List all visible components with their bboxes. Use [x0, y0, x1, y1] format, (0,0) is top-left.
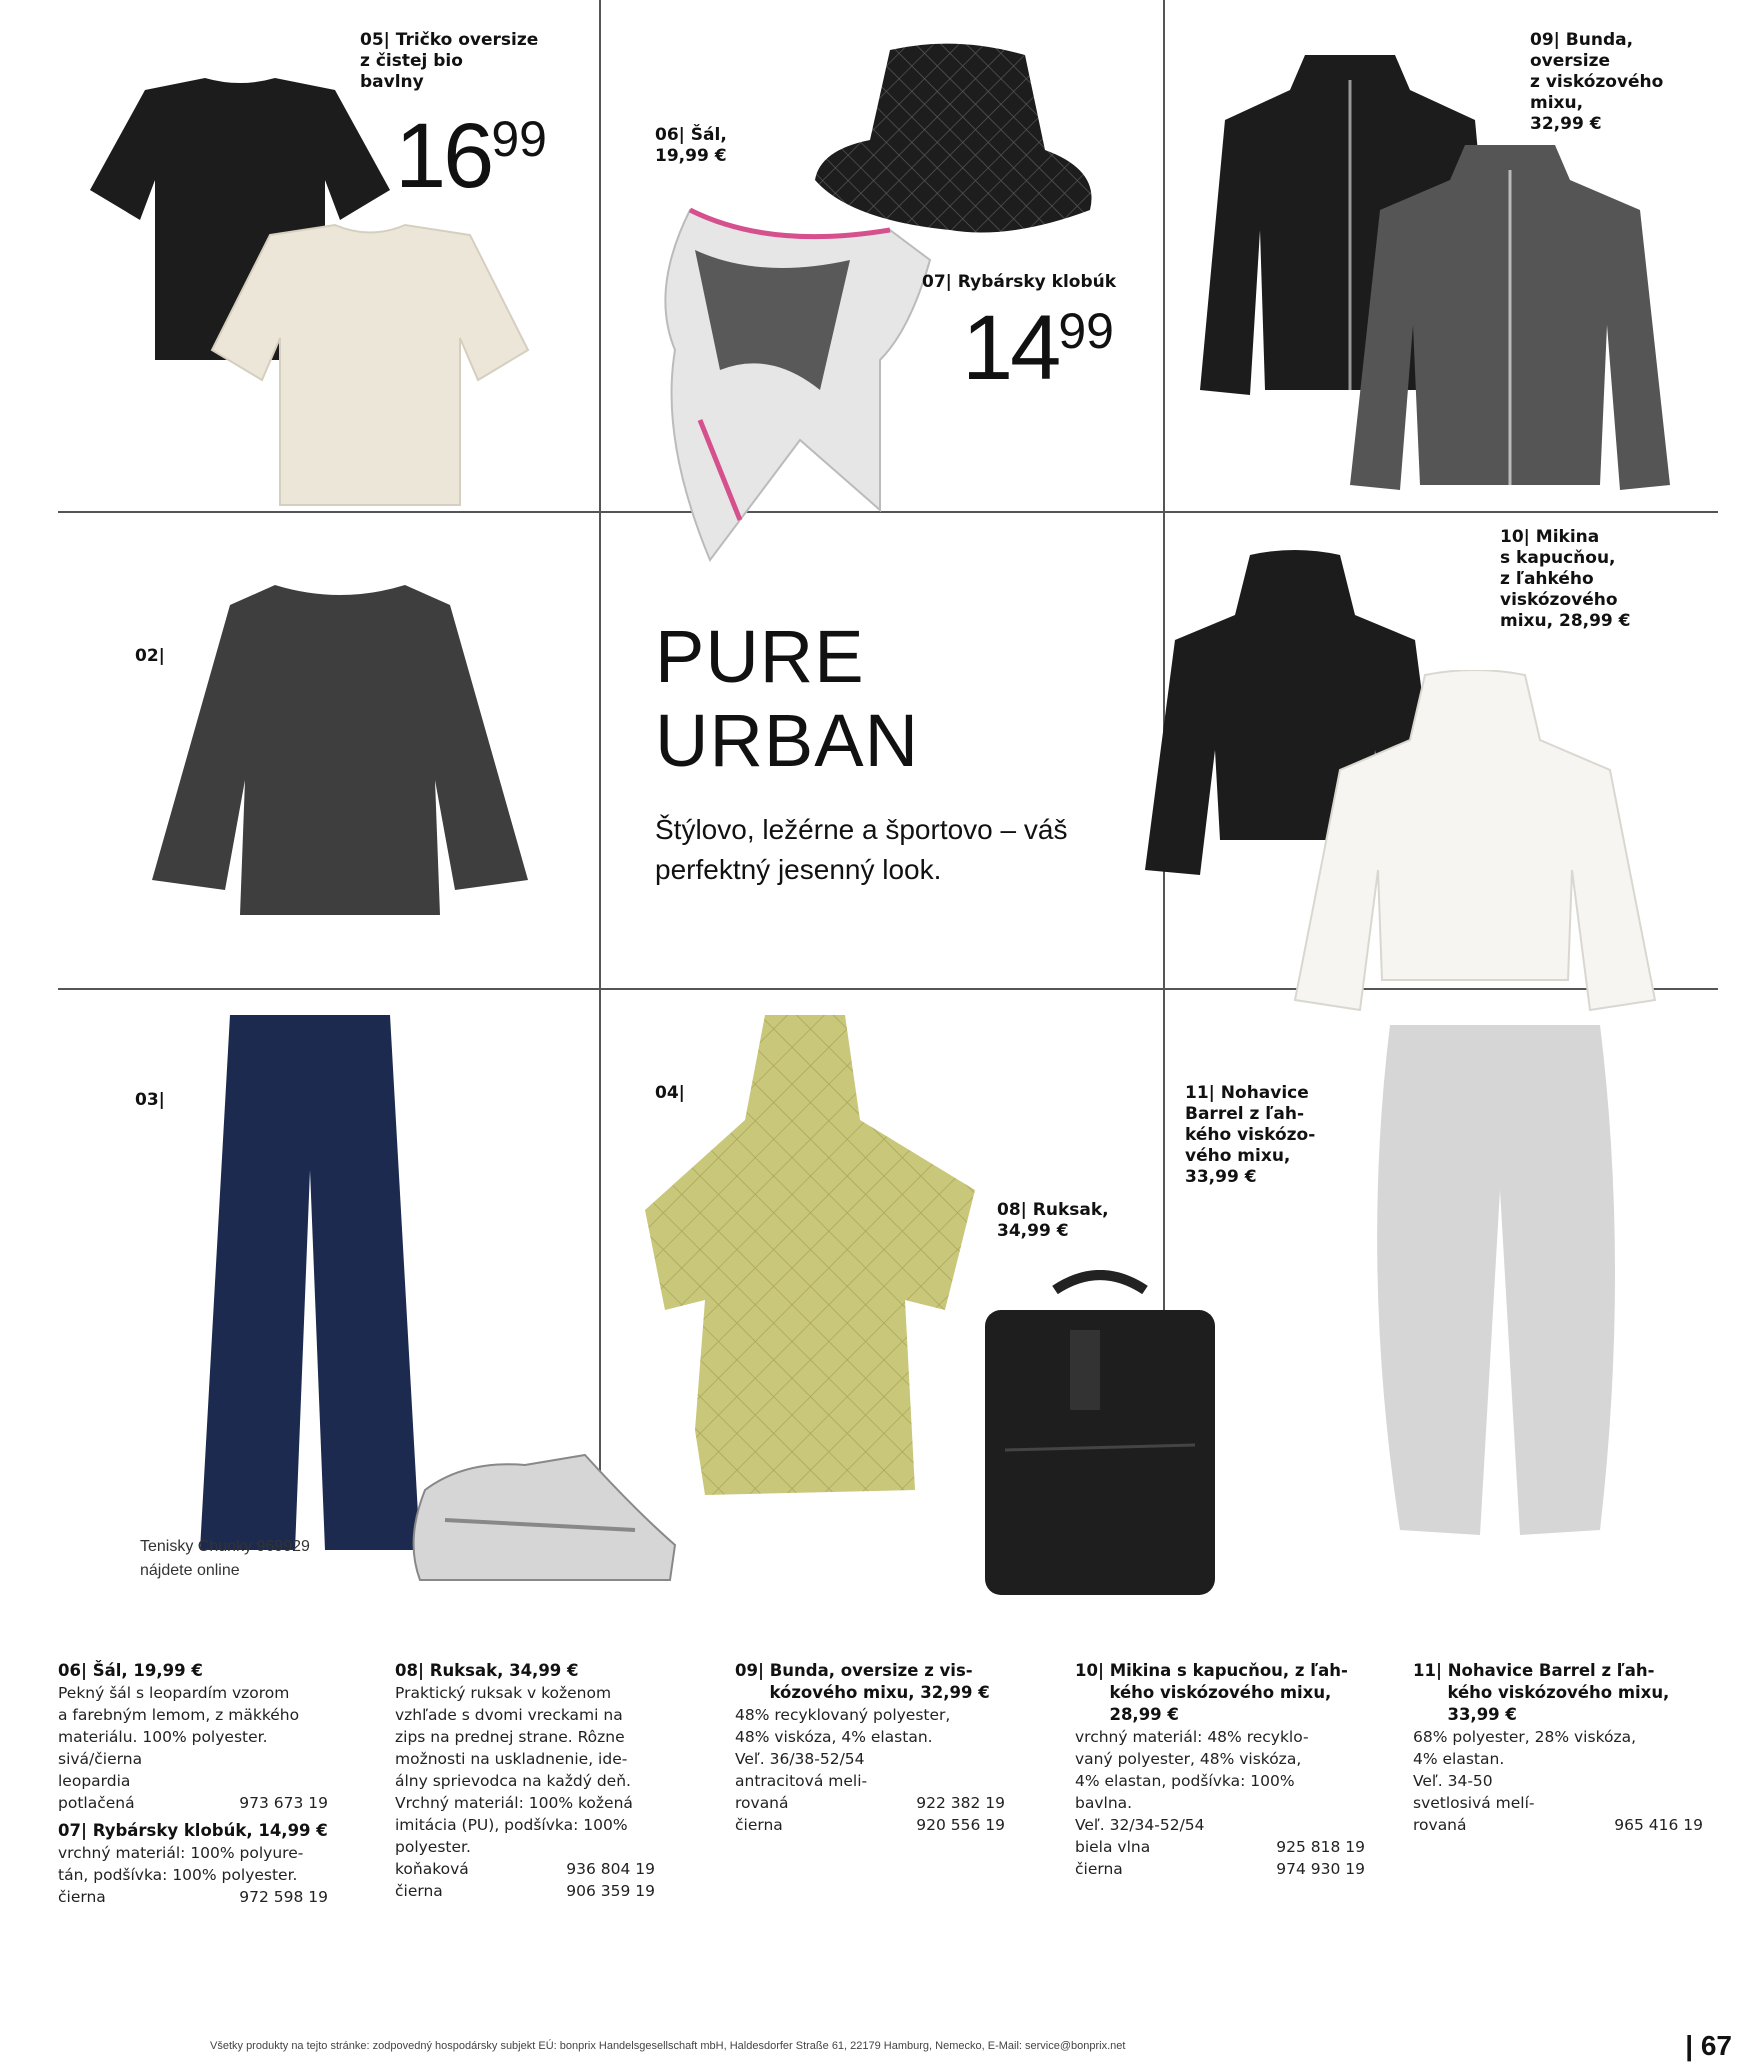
label-02: 02|	[135, 646, 165, 666]
price-05	[395, 105, 547, 207]
description-09-body: 48% recyklovaný polyester, 48% viskóza, 4% elastan. Veľ. 36/38-52/54 antracitová meli-	[735, 1706, 951, 1790]
description-07-code: 972 598 19	[239, 1888, 328, 1906]
description-08	[395, 1660, 715, 1902]
description-09-code-2: 920 556 19	[916, 1816, 1005, 1834]
headline-line-2: URBAN	[655, 699, 920, 782]
description-08-code-1: 936 804 19	[566, 1860, 655, 1878]
headline	[655, 615, 919, 783]
description-08-color-1: koňaková	[395, 1860, 469, 1878]
description-09-row-1	[735, 1792, 1005, 1814]
description-08-code-2: 906 359 19	[566, 1882, 655, 1900]
label-09: 09| Bunda, oversize z viskózového mixu, 32,99 €	[1530, 30, 1664, 134]
description-10-head: 10| Mikina s kapucňou, z ľah- kého viskózového mixu, 28,99 €	[1075, 1661, 1348, 1724]
subheadline-line-1: Štýlovo, ležérne a športovo – váš	[655, 814, 1068, 845]
description-11	[1413, 1660, 1733, 1836]
subheadline	[655, 810, 1067, 890]
description-06-body: Pekný šál s leopardím vzorom a farebným lemom, z mäkkého materiálu. 100% polyester. sivá/čierna leopardia	[58, 1684, 300, 1790]
description-06-head: 06| Šál, 19,99 €	[58, 1661, 203, 1680]
description-08-row-1	[395, 1858, 655, 1880]
description-08-head: 08| Ruksak, 34,99 €	[395, 1661, 579, 1680]
description-11-row	[1413, 1814, 1703, 1836]
description-10-row-1	[1075, 1836, 1365, 1858]
description-10-color-2: čierna	[1075, 1860, 1123, 1878]
label-11: 11| Nohavice Barrel z ľah- kého viskózo- vého mixu, 33,99 €	[1185, 1083, 1316, 1187]
description-11-head: 11| Nohavice Barrel z ľah- kého viskózového mixu, 33,99 €	[1413, 1661, 1670, 1724]
page-number: | 67	[1685, 2030, 1732, 2061]
olive-quilted-poncho-image	[645, 1010, 975, 1500]
description-06-code: 973 673 19	[239, 1794, 328, 1812]
subheadline-line-2: perfektný jesenný look.	[655, 854, 942, 885]
sneaker-note: Tenisky Chunky 969929 nájdete online	[140, 1538, 310, 1579]
description-11-code: 965 416 19	[1614, 1816, 1703, 1834]
description-06	[58, 1660, 378, 1908]
description-08-body: Praktický ruksak v koženom vzhľade s dvomi vreckami na zips na prednej strane. Rôzne možnosti na uskladnenie, ide- álny sprievodca na každý deň. Vrchný materiál: 100% kožená imitácia (PU), podšívka: 100% polyester.	[395, 1684, 633, 1856]
description-08-color-2: čierna	[395, 1882, 443, 1900]
description-08-row-2	[395, 1880, 655, 1902]
cream-tshirt-image	[210, 220, 530, 510]
description-09	[735, 1660, 1055, 1836]
description-10-body: vrchný materiál: 48% recyklo- vaný polyester, 48% viskóza, 4% elastan, podšívka: 100% bavlna. Veľ. 32/34-52/54	[1075, 1728, 1309, 1834]
description-09-color-2: čierna	[735, 1816, 783, 1834]
label-05: 05| Tričko oversize z čistej bio bavlny	[360, 30, 539, 92]
headline-line-1: PURE	[655, 615, 865, 698]
price-05-cents: 99	[491, 111, 547, 167]
leopard-scarf-image	[650, 190, 950, 570]
label-06: 06| Šál, 19,99 €	[655, 125, 727, 166]
description-07-head: 07| Rybársky klobúk, 14,99 €	[58, 1821, 328, 1840]
grey-barrel-trousers-image	[1365, 1020, 1625, 1540]
description-09-color-1: rovaná	[735, 1794, 789, 1812]
label-04: 04|	[655, 1083, 685, 1103]
description-11-color: rovaná	[1413, 1816, 1467, 1834]
price-07-cents: 99	[1058, 303, 1114, 359]
description-10-code-2: 974 930 19	[1276, 1860, 1365, 1878]
description-10	[1075, 1660, 1395, 1880]
price-07	[962, 297, 1114, 399]
description-11-body: 68% polyester, 28% viskóza, 4% elastan. Veľ. 34-50 svetlosivá melí-	[1413, 1728, 1637, 1812]
white-hoodie-image	[1290, 670, 1660, 1020]
label-10: 10| Mikina s kapucňou, z ľahkého viskózového mixu, 28,99 €	[1500, 527, 1631, 631]
description-10-code-1: 925 818 19	[1276, 1838, 1365, 1856]
label-03: 03|	[135, 1090, 165, 1110]
description-06-color: potlačená	[58, 1794, 135, 1812]
description-07-body: vrchný materiál: 100% polyure- tán, podšívka: 100% polyester.	[58, 1844, 304, 1884]
label-07: 07| Rybársky klobúk	[922, 272, 1117, 292]
description-07-row	[58, 1886, 328, 1908]
price-07-whole: 14	[962, 297, 1059, 399]
description-10-color-1: biela vlna	[1075, 1838, 1151, 1856]
description-06-row	[58, 1792, 328, 1814]
description-09-row-2	[735, 1814, 1005, 1836]
navy-trousers-image	[195, 1010, 425, 1555]
charcoal-sweater-image	[150, 580, 530, 920]
label-08: 08| Ruksak, 34,99 €	[997, 1200, 1109, 1241]
anthracite-jacket-image	[1345, 140, 1675, 500]
price-05-whole: 16	[395, 105, 492, 207]
description-07-color: čierna	[58, 1888, 106, 1906]
grid-vertical-left	[599, 0, 601, 1480]
description-09-head: 09| Bunda, oversize z vis- kózového mixu, 32,99 €	[735, 1661, 990, 1702]
description-10-row-2	[1075, 1858, 1365, 1880]
chunky-sneaker-image	[405, 1450, 680, 1590]
legal-footer: Všetky produkty na tejto stránke: zodpovedný hospodársky subjekt EÚ: bonprix Handelsgesellschaft mbH, Haldesdorfer Straße 61, 22179 Hamburg, Nemecko, E-Mail: service@bonprix.net	[210, 2040, 1126, 2052]
black-backpack-image	[975, 1270, 1225, 1600]
description-09-code-1: 922 382 19	[916, 1794, 1005, 1812]
